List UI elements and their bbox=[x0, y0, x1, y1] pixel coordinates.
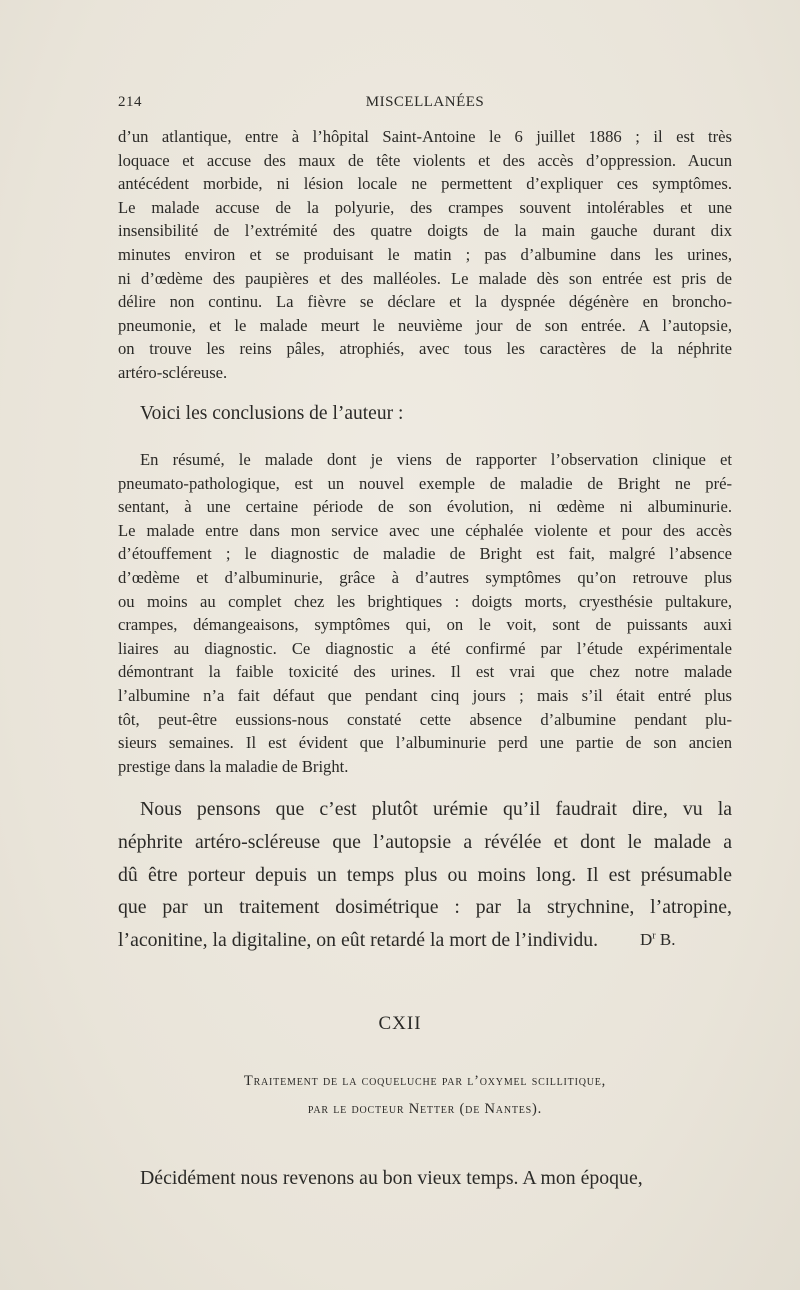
text-line: l’albumine n’a fait défaut que pendant cinq jours ; mais s’il était entré plus bbox=[118, 685, 732, 705]
text-line: délire non continu. La fièvre se déclare et la dyspnée dégénère en broncho- bbox=[118, 292, 732, 312]
paragraph-opening bbox=[118, 1162, 732, 1195]
text-line: pneumonie, et le malade meurt le neuvième jour de son entrée. A l’autopsie, bbox=[118, 315, 732, 335]
page-number: 214 bbox=[118, 94, 142, 110]
text-line: sentant, à une certaine période de son évolution, ni œdème ni albuminurie. bbox=[118, 497, 732, 517]
running-title: MISCELLANÉES bbox=[365, 94, 485, 110]
text-line: démontrant la faible toxicité des urines. Il est vrai que chez notre malade bbox=[118, 662, 732, 682]
article-title-line-1: Traitement de la coqueluche par l’oxymel scillitique, bbox=[243, 1073, 607, 1089]
text-line: l’aconitine, la digitaline, on eût retardé la mort de l’individu. bbox=[118, 929, 599, 952]
paragraph-author-conclusions bbox=[118, 448, 732, 778]
signature-sup: r bbox=[652, 930, 656, 942]
text-line: sieurs semaines. Il est évident que l’albuminurie perd une partie de son ancien bbox=[118, 733, 732, 753]
signature-prefix: D bbox=[640, 930, 653, 949]
text-line: antécédent morbide, ni lésion locale ne permettent d’expliquer ces symptômes. bbox=[118, 174, 732, 194]
article-title-line-2: par le docteur Netter (de Nantes). bbox=[307, 1101, 543, 1117]
text-line: En résumé, le malade dont je viens de rapporter l’observation clinique et bbox=[140, 450, 732, 469]
signature bbox=[640, 930, 675, 950]
text-line: on trouve les reins pâles, atrophiés, avec tous les caractères de la néphrite bbox=[118, 339, 732, 359]
text-line: que par un traitement dosimétrique : par la strychnine, l’atropine, bbox=[118, 896, 732, 919]
text-line: Le malade entre dans mon service avec une céphalée violente et pour des accès bbox=[118, 520, 732, 540]
text-line: Le malade accuse de la polyurie, des crampes souvent intolérables et une bbox=[118, 197, 732, 217]
text-line: minutes environ et se produisant le matin ; pas d’albumine dans les urines, bbox=[118, 244, 732, 264]
paragraph-case-report bbox=[118, 125, 732, 385]
text-line: pneumato-pathologique, est un nouvel exemple de maladie de Bright ne pré- bbox=[118, 473, 732, 493]
text-line: dû être porteur depuis un temps plus ou moins long. Il est présumable bbox=[118, 863, 732, 886]
text-line: néphrite artéro-scléreuse que l’autopsie a révélée et dont le malade a bbox=[118, 830, 732, 853]
running-header bbox=[118, 94, 732, 116]
text-line: crampes, démangeaisons, symptômes qui, on le voit, sont de puissants auxi bbox=[118, 615, 732, 635]
text-line: tôt, peut-être eussions-nous constaté cette absence d’albumine pendant plu- bbox=[118, 709, 732, 729]
conclusions-heading: Voici les conclusions de l’auteur : bbox=[140, 403, 404, 424]
signature-name: B. bbox=[655, 930, 676, 949]
text-line: liaires au diagnostic. Ce diagnostic a été confirmé par l’étude expérimentale bbox=[118, 638, 732, 658]
text-line: d’étouffement ; le diagnostic de maladie de Bright est fait, malgré l’absence bbox=[118, 544, 732, 564]
chapter-number: CXII bbox=[378, 1013, 422, 1034]
text-line: ou moins au complet chez les brightiques : doigts morts, cryesthésie pultakure, bbox=[118, 591, 732, 611]
text-line: loquace et accuse des maux de tête violents et des accès d’oppression. Aucun bbox=[118, 150, 732, 170]
text-line: insensibilité de l’extrémité des quatre doigts de la main gauche durant dix bbox=[118, 221, 732, 241]
text-line: d’œdème et d’albuminurie, grâce à d’autres symptômes qu’on retrouve plus bbox=[118, 567, 732, 587]
text-line: Nous pensons que c’est plutôt urémie qu’il faudrait dire, vu la bbox=[140, 798, 732, 820]
text-line: Décidément nous revenons au bon vieux temps. A mon époque, bbox=[140, 1167, 643, 1189]
text-line: d’un atlantique, entre à l’hôpital Saint-Antoine le 6 juillet 1886 ; il est très bbox=[118, 127, 732, 146]
text-line: prestige dans la maladie de Bright. bbox=[118, 756, 349, 776]
text-line: ni d’œdème des paupières et des malléoles. Le malade dès son entrée est pris de bbox=[118, 268, 732, 288]
text-line: artéro-scléreuse. bbox=[118, 362, 228, 382]
